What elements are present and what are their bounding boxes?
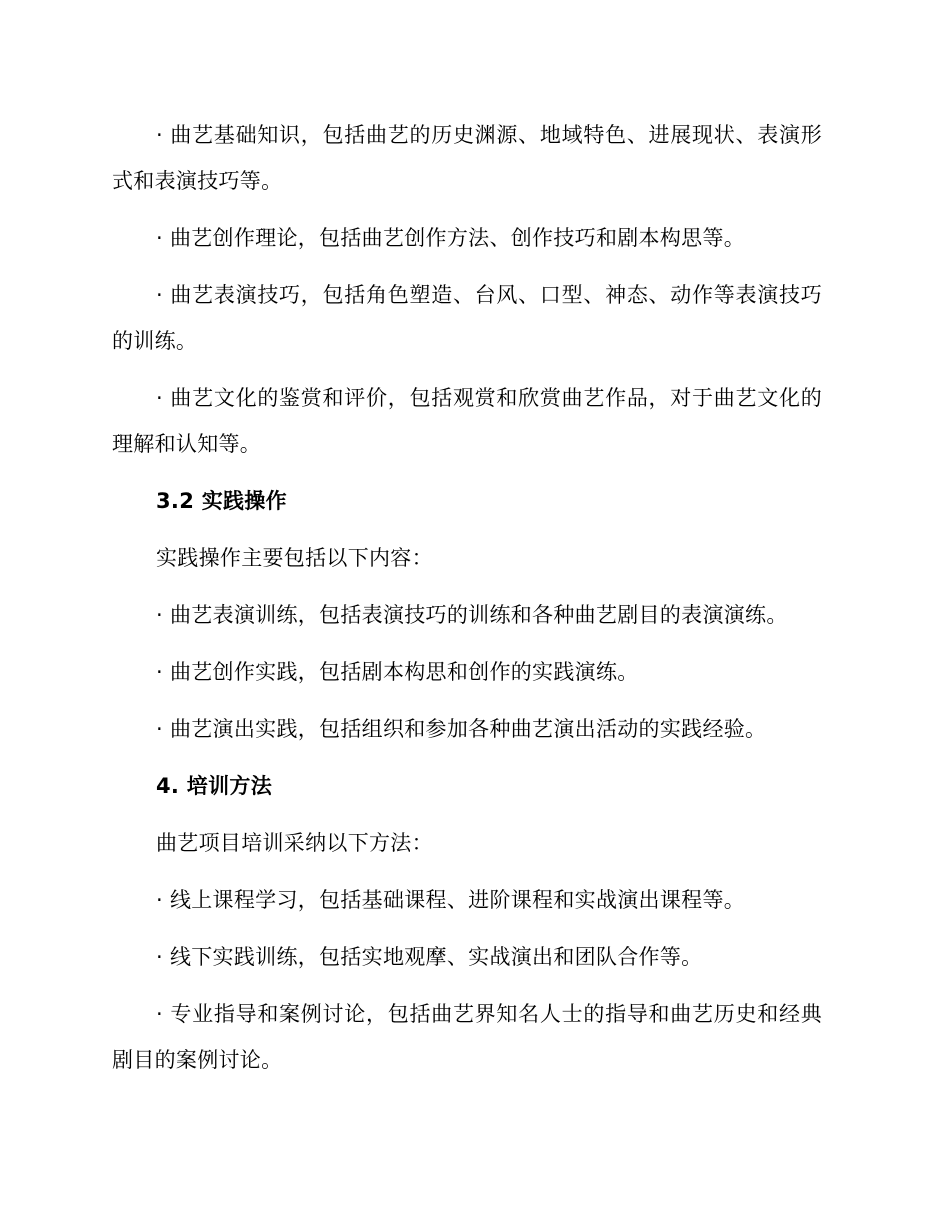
bullet-item-expert-guidance: · 专业指导和案例讨论，包括曲艺界知名人士的指导和曲艺历史和经典剧目的案例讨论。 bbox=[112, 1002, 822, 1072]
bullet-item-basic-knowledge: · 曲艺基础知识，包括曲艺的历史渊源、地域特色、进展现状、表演形式和表演技巧等。 bbox=[112, 123, 822, 193]
bullet-item-online-courses: · 线上课程学习，包括基础课程、进阶课程和实战演出课程等。 bbox=[156, 888, 746, 912]
section-heading-practice: 3.2 实践操作 bbox=[156, 489, 287, 513]
bullet-item-performance-training: · 曲艺表演训练，包括表演技巧的训练和各种曲艺剧目的表演演练。 bbox=[156, 603, 788, 627]
bullet-item-creation-theory: · 曲艺创作理论，包括曲艺创作方法、创作技巧和剧本构思等。 bbox=[156, 226, 746, 250]
bullet-item-offline-training: · 线下实践训练，包括实地观摩、实战演出和团队合作等。 bbox=[156, 945, 703, 969]
document-body bbox=[112, 112, 822, 1094]
bullet-item-show-practice: · 曲艺演出实践，包括组织和参加各种曲艺演出活动的实践经验。 bbox=[156, 717, 767, 741]
bullet-item-appreciation: · 曲艺文化的鉴赏和评价，包括观赏和欣赏曲艺作品，对于曲艺文化的理解和认知等。 bbox=[112, 386, 822, 456]
section-heading-methods: 4. 培训方法 bbox=[156, 774, 272, 798]
methods-intro: 曲艺项目培训采纳以下方法： bbox=[156, 831, 433, 855]
practice-intro: 实践操作主要包括以下内容： bbox=[156, 546, 433, 570]
bullet-item-creation-practice: · 曲艺创作实践，包括剧本构思和创作的实践演练。 bbox=[156, 660, 639, 684]
bullet-item-performance-skills: · 曲艺表演技巧，包括角色塑造、台风、口型、神态、动作等表演技巧的训练。 bbox=[112, 283, 822, 353]
